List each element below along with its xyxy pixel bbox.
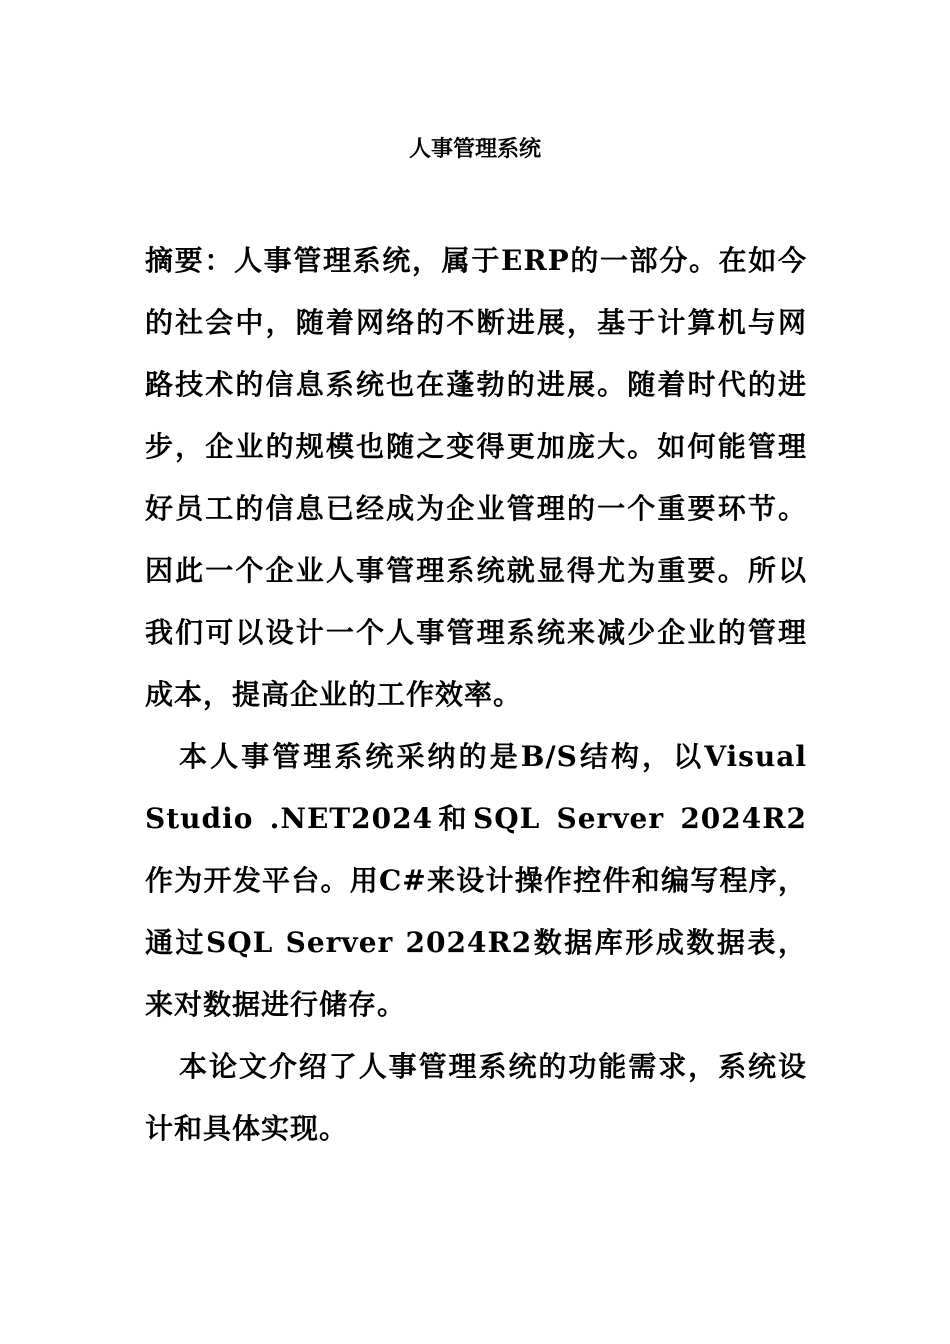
abstract-paragraph-2: 本人事管理系统采纳的是B/S结构，以Visual Studio .NET2024和SQL Server 2024R2作为开发平台。用C#来设计操作控件和编写程序，通过SQL Server 2024R2数据库形成数据表，来对数据进行储存。 [145,740,807,1021]
abstract-label: 摘要： [145,244,234,277]
abstract-paragraph-3: 本论文介绍了人事管理系统的功能需求，系统设计和具体实现。 [145,1050,807,1145]
abstract-body [145,230,807,1160]
document-title: 人事管理系统 [408,137,541,162]
abstract-paragraph-1 [145,230,807,726]
abstract-paragraph-1-text: 人事管理系统，属于ERP的一部分。在如今的社会中，随着网络的不断进展，基于计算机与网路技术的信息系统也在蓬勃的进展。随着时代的进步，企业的规模也随之变得更加庞大。如何能管理好员工的信息已经成为企业管理的一个重要环节。因此一个企业人事管理系统就显得尤为重要。所以我们可以设计一个人事管理系统来减少企业的管理成本，提高企业的工作效率。 [145,244,807,711]
